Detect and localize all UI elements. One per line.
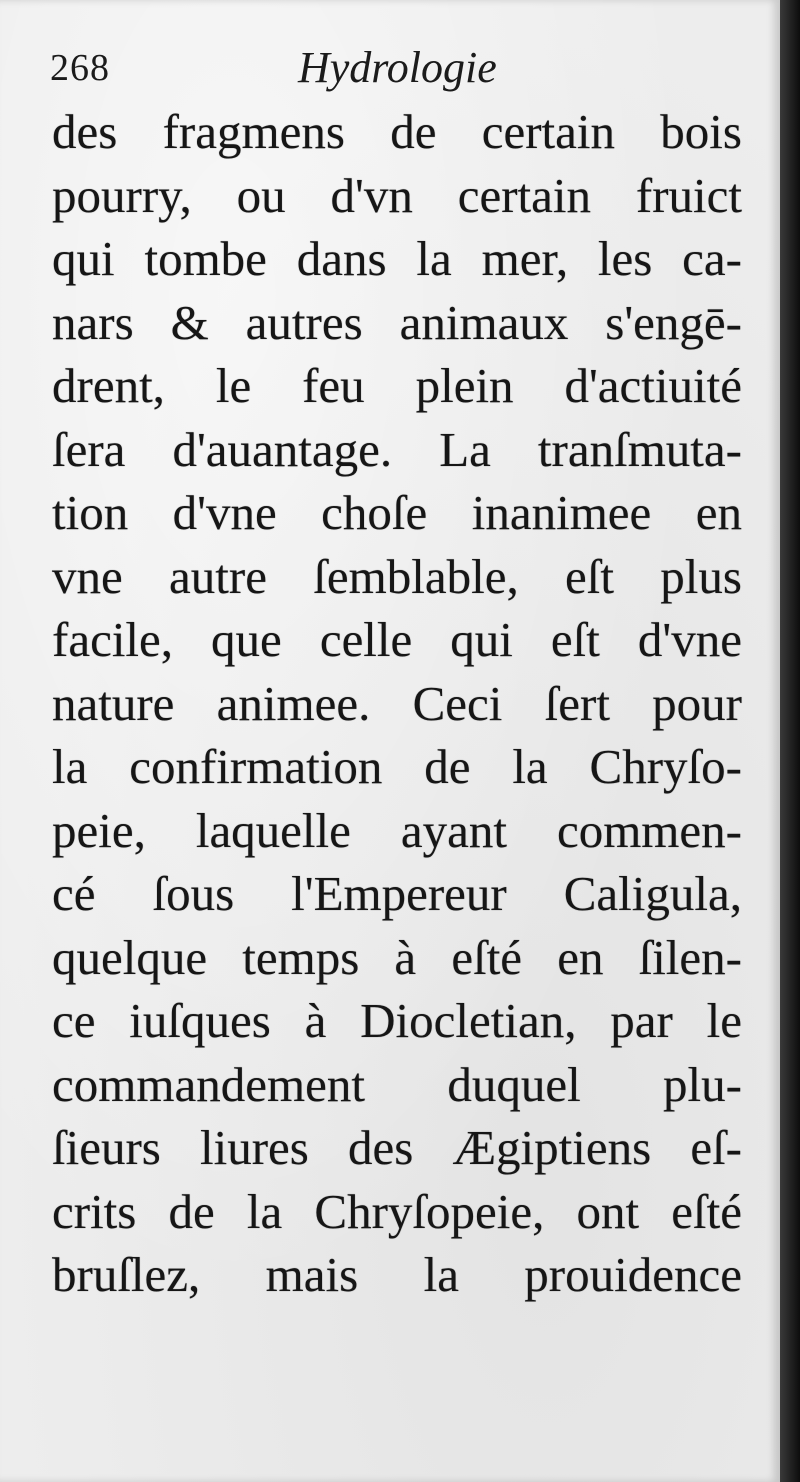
text-line: peie, laquelle ayant commen-: [52, 802, 742, 858]
text-line: ſieurs liures des Ægiptiens eſ-: [52, 1120, 742, 1175]
text-line: nars & autres animaux s'engē-: [52, 294, 742, 350]
text-line: tion d'vne choſe inanimee en: [52, 485, 742, 540]
body-text: [52, 100, 742, 1307]
text-line: facile, que celle qui eſt d'vne: [52, 612, 742, 667]
book-spine-shadow: [780, 0, 800, 1482]
text-line: pourry, ou d'vn certain fruict: [52, 167, 742, 223]
text-line: ce iuſques à Diocletian, par le: [52, 993, 742, 1048]
text-line: vne autre ſemblable, eſt plus: [52, 548, 742, 604]
text-line: quelque temps à eſté en ſilen-: [52, 929, 742, 985]
text-line: bruſlez, mais la prouidence: [52, 1247, 742, 1302]
running-head: Hydrologie: [298, 43, 497, 92]
page-number: 268: [50, 47, 110, 89]
text-line: qui tombe dans la mer, les ca-: [52, 231, 742, 286]
text-line: nature animee. Ceci ſert pour: [52, 675, 742, 731]
text-line: drent, le feu plein d'actiuité: [52, 358, 742, 413]
text-line: cé ſous l'Empereur Caligula,: [52, 866, 742, 921]
text-line: des fragmens de certain bois: [52, 104, 742, 159]
page-header: [50, 38, 750, 98]
text-line: la confirmation de la Chryſo-: [52, 739, 742, 794]
text-line: commandement duquel plu-: [52, 1056, 742, 1112]
text-line: ſera d'auantage. La tranſmuta-: [52, 421, 742, 477]
text-line: crits de la Chryſopeie, ont eſté: [52, 1183, 742, 1239]
